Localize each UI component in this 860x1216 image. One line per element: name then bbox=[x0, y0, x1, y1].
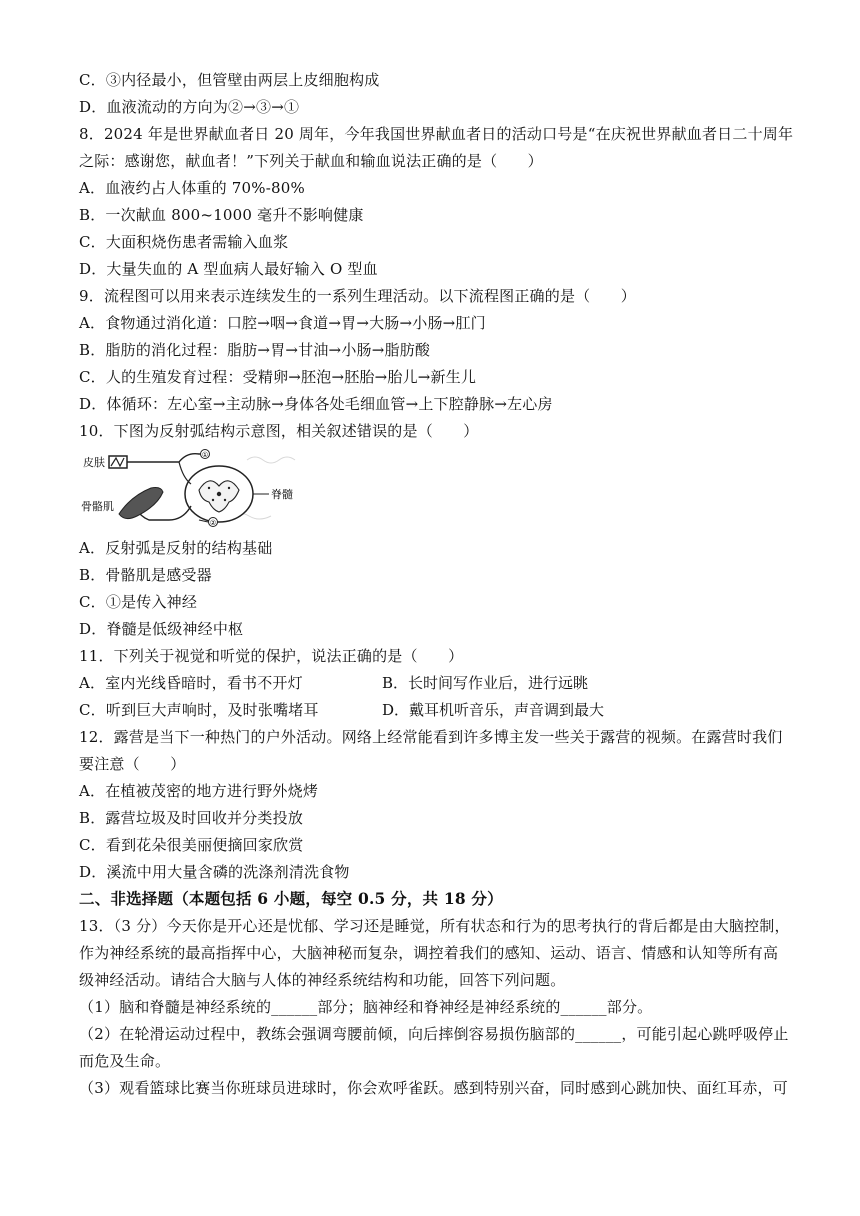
reflex-arc-diagram bbox=[79, 444, 309, 528]
afferent-nerve bbox=[127, 454, 205, 462]
marker-1: ① bbox=[201, 451, 209, 459]
muscle-label: 骨骼肌 bbox=[81, 500, 114, 513]
q12-stem-line2: 要注意（ ） bbox=[79, 755, 186, 773]
q9-option-d: D．体循环：左心室→主动脉→身体各处毛细血管→上下腔静脉→左心房 bbox=[79, 395, 553, 413]
q11-stem: 11．下列关于视觉和听觉的保护，说法正确的是（ ） bbox=[79, 647, 464, 665]
q13-stem-line3: 级神经活动。请结合大脑与人体的神经系统结构和功能，回答下列问题。 bbox=[79, 971, 566, 989]
q12-option-d: D．溪流中用大量含磷的洗涤剂清洗食物 bbox=[79, 863, 350, 881]
q13-stem-line2: 作为神经系统的最高指挥中心，大脑神秘而复杂，调控着我们的感知、运动、语言、情感和认知等所有高 bbox=[79, 944, 779, 962]
q13-stem-line1: 13．（3 分）今天你是开心还是忧郁、学习还是睡觉，所有状态和行为的思考执行的背后都是由大脑控制， bbox=[79, 917, 790, 935]
q10-option-c: C．①是传入神经 bbox=[79, 593, 198, 611]
q12-option-b: B．露营垃圾及时回收并分类投放 bbox=[79, 809, 304, 827]
q11-option-c: C．听到巨大声响时，及时张嘴堵耳 bbox=[79, 701, 319, 719]
q12-stem-line1: 12．露营是当下一种热门的户外活动。网络上经常能看到许多博主发一些关于露营的视频。在露营时我们 bbox=[79, 728, 783, 746]
q8-stem-line2: 之际：感谢您，献血者！”下列关于献血和输血说法正确的是（ ） bbox=[79, 152, 543, 170]
q12-option-a: A．在植被茂密的地方进行野外烧烤 bbox=[79, 782, 319, 800]
q11-option-b: B．长时间写作业后，进行远眺 bbox=[382, 674, 589, 692]
marker-2: ② bbox=[209, 519, 217, 527]
skeletal-muscle bbox=[119, 488, 163, 519]
q13-sub2-line1: （2）在轮滑运动过程中，教练会强调弯腰前倾，向后摔倒容易损伤脑部的______，可能引起心跳呼吸停止 bbox=[79, 1025, 789, 1043]
q13-sub2-line2: 而危及生命。 bbox=[79, 1052, 171, 1070]
q8-stem-line1: 8．2024 年是世界献血者日 20 周年，今年我国世界献血者日的活动口号是“在庆祝世界献血者日二十周年 bbox=[79, 125, 794, 143]
q11-option-a: A．室内光线昏暗时，看书不开灯 bbox=[79, 674, 303, 692]
q10-option-b: B．骨骼肌是感受器 bbox=[79, 566, 212, 584]
q9-option-b: B．脂肪的消化过程：脂肪→胃→甘油→小肠→脂肪酸 bbox=[79, 341, 431, 359]
q9-stem: 9．流程图可以用来表示连续发生的一系列生理活动。以下流程图正确的是（ ） bbox=[79, 287, 636, 305]
q7-option-c: C．③内径最小，但管壁由两层上皮细胞构成 bbox=[79, 71, 380, 89]
q11-option-d: D．戴耳机听音乐，声音调到最大 bbox=[382, 701, 605, 719]
q8-option-b: B．一次献血 800~1000 毫升不影响健康 bbox=[79, 206, 364, 224]
q10-option-a: A．反射弧是反射的结构基础 bbox=[79, 539, 273, 557]
q8-option-c: C．大面积烧伤患者需输入血浆 bbox=[79, 233, 289, 251]
q13-sub1: （1）脑和脊髓是神经系统的______部分；脑神经和脊神经是神经系统的______部分。 bbox=[79, 998, 653, 1016]
spine-label: 脊髓 bbox=[271, 488, 293, 501]
q10-option-d: D．脊髓是低级神经中枢 bbox=[79, 620, 244, 638]
section2-heading: 二、非选择题（本题包括 6 小题，每空 0.5 分，共 18 分） bbox=[79, 889, 503, 908]
skin-label: 皮肤 bbox=[83, 456, 105, 469]
q8-option-d: D．大量失血的 A 型血病人最好输入 O 型血 bbox=[79, 260, 378, 278]
q8-option-a: A．血液约占人体重的 70%-80% bbox=[79, 179, 305, 197]
q13-sub3-line1: （3）观看篮球比赛当你班球员进球时，你会欢呼雀跃。感到特别兴奋，同时感到心跳加快、面红耳赤，可 bbox=[79, 1079, 788, 1097]
q9-option-c: C．人的生殖发育过程：受精卵→胚泡→胚胎→胎儿→新生儿 bbox=[79, 368, 477, 386]
q7-option-d: D．血液流动的方向为②→③→① bbox=[79, 98, 300, 116]
q9-option-a: A．食物通过消化道：口腔→咽→食道→胃→大肠→小肠→肛门 bbox=[79, 314, 486, 332]
q12-option-c: C．看到花朵很美丽便摘回家欣赏 bbox=[79, 836, 304, 854]
q10-stem: 10．下图为反射弧结构示意图，相关叙述错误的是（ ） bbox=[79, 422, 479, 440]
